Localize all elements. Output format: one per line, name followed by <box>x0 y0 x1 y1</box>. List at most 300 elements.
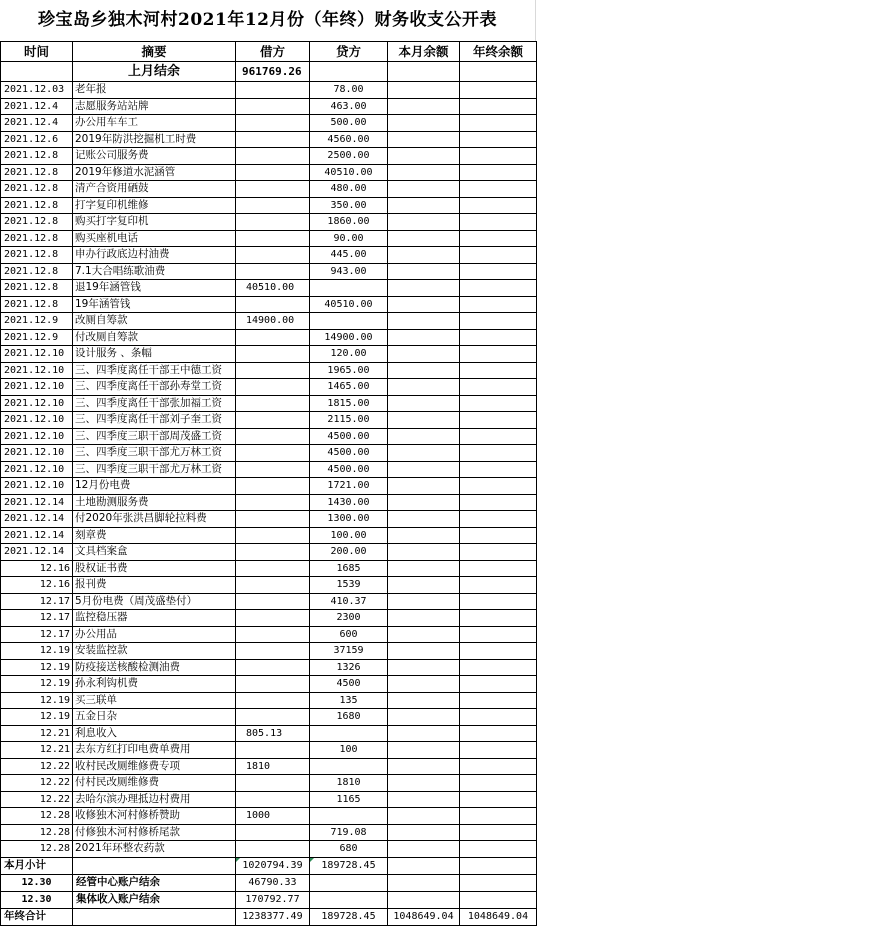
row-date: 12.17 <box>1 610 73 627</box>
row-debit <box>236 461 310 478</box>
row-year-balance <box>460 263 537 280</box>
row-description: 付村民改厕维修费 <box>73 775 236 792</box>
row-date: 12.21 <box>1 725 73 742</box>
table-row <box>1 758 537 775</box>
row-month-balance <box>388 775 460 792</box>
row-description: 孙永利钩机费 <box>73 676 236 693</box>
row-month-balance <box>388 445 460 462</box>
table-row <box>1 610 537 627</box>
row-description: 设计服务 、条幅 <box>73 346 236 363</box>
row-debit <box>236 544 310 561</box>
row-credit: 350.00 <box>310 197 388 214</box>
row-date: 12.19 <box>1 709 73 726</box>
balance-label: 经管中心账户结余 <box>73 874 236 891</box>
row-credit: 719.08 <box>310 824 388 841</box>
row-description: 三、四季度三职干部周茂盛工资 <box>73 428 236 445</box>
row-date: 2021.12.10 <box>1 379 73 396</box>
row-year-balance <box>460 841 537 858</box>
row-debit <box>236 610 310 627</box>
table-row <box>1 478 537 495</box>
row-date: 12.28 <box>1 841 73 858</box>
table-row <box>1 494 537 511</box>
row-date: 2021.12.8 <box>1 214 73 231</box>
header-credit: 贷方 <box>310 42 388 62</box>
row-description: 7.1大合唱练歌油费 <box>73 263 236 280</box>
row-year-balance <box>460 676 537 693</box>
row-description: 三、四季度三职干部尤万林工资 <box>73 445 236 462</box>
row-date: 2021.12.8 <box>1 197 73 214</box>
row-date: 2021.12.03 <box>1 82 73 99</box>
row-description: 申办行政底边村油费 <box>73 247 236 264</box>
row-description: 收村民改厕维修费专项 <box>73 758 236 775</box>
row-credit: 14900.00 <box>310 329 388 346</box>
row-date: 2021.12.8 <box>1 181 73 198</box>
row-description: 12月份电费 <box>73 478 236 495</box>
row-description: 购买打字复印机 <box>73 214 236 231</box>
row-year-balance <box>460 494 537 511</box>
table-row <box>1 676 537 693</box>
row-year-balance <box>460 428 537 445</box>
row-credit: 135 <box>310 692 388 709</box>
row-description: 三、四季度三职干部尤万林工资 <box>73 461 236 478</box>
row-credit: 40510.00 <box>310 296 388 313</box>
row-date: 2021.12.10 <box>1 412 73 429</box>
table-row <box>1 164 537 181</box>
year-total-row <box>1 908 537 925</box>
row-month-balance <box>388 164 460 181</box>
row-month-balance <box>388 280 460 297</box>
table-row <box>1 841 537 858</box>
row-month-balance <box>388 131 460 148</box>
row-debit <box>236 824 310 841</box>
row-credit: 1539 <box>310 577 388 594</box>
row-credit: 200.00 <box>310 544 388 561</box>
row-year-balance <box>460 527 537 544</box>
row-description: 三、四季度离任干部刘子奎工资 <box>73 412 236 429</box>
row-debit <box>236 676 310 693</box>
row-debit <box>236 230 310 247</box>
row-description: 去东方红打印电费单费用 <box>73 742 236 759</box>
row-credit: 90.00 <box>310 230 388 247</box>
row-credit: 500.00 <box>310 115 388 132</box>
row-debit <box>236 82 310 99</box>
row-debit <box>236 494 310 511</box>
row-date: 2021.12.10 <box>1 428 73 445</box>
row-year-balance <box>460 659 537 676</box>
row-debit <box>236 775 310 792</box>
table-row <box>1 280 537 297</box>
row-year-balance <box>460 610 537 627</box>
table-row <box>1 791 537 808</box>
row-debit <box>236 478 310 495</box>
row-year-balance <box>460 362 537 379</box>
year-total-label: 年终合计 <box>1 908 73 925</box>
header-date: 时间 <box>1 42 73 62</box>
row-date: 12.22 <box>1 775 73 792</box>
row-description: 三、四季度离任干部张加福工资 <box>73 395 236 412</box>
row-description: 付改厕自筹款 <box>73 329 236 346</box>
header-summary: 摘要 <box>73 42 236 62</box>
table-row <box>1 659 537 676</box>
row-description: 防疫接送核酸检测油费 <box>73 659 236 676</box>
row-credit: 2115.00 <box>310 412 388 429</box>
table-row <box>1 247 537 264</box>
row-debit <box>236 362 310 379</box>
row-month-balance <box>388 659 460 676</box>
table-row <box>1 527 537 544</box>
finance-table <box>0 41 537 926</box>
row-credit: 410.37 <box>310 593 388 610</box>
row-month-balance <box>388 461 460 478</box>
header-month-balance: 本月余额 <box>388 42 460 62</box>
row-debit <box>236 692 310 709</box>
row-date: 12.17 <box>1 593 73 610</box>
row-debit <box>236 577 310 594</box>
row-date: 2021.12.10 <box>1 445 73 462</box>
table-row <box>1 593 537 610</box>
row-year-balance <box>460 131 537 148</box>
row-month-balance <box>388 610 460 627</box>
row-description: 土地勘测服务费 <box>73 494 236 511</box>
row-year-balance <box>460 412 537 429</box>
row-year-balance <box>460 593 537 610</box>
table-row <box>1 131 537 148</box>
row-month-balance <box>388 841 460 858</box>
row-date: 2021.12.8 <box>1 164 73 181</box>
row-year-balance <box>460 577 537 594</box>
row-date: 2021.12.8 <box>1 148 73 165</box>
row-debit <box>236 131 310 148</box>
table-row <box>1 461 537 478</box>
row-description: 文具档案盒 <box>73 544 236 561</box>
row-debit <box>236 626 310 643</box>
row-year-balance <box>460 461 537 478</box>
row-year-balance <box>460 758 537 775</box>
row-description: 付修独木河村修桥尾款 <box>73 824 236 841</box>
row-date: 2021.12.9 <box>1 329 73 346</box>
row-month-balance <box>388 214 460 231</box>
row-date: 12.19 <box>1 676 73 693</box>
table-row <box>1 313 537 330</box>
row-date: 2021.12.10 <box>1 346 73 363</box>
table-row <box>1 181 537 198</box>
row-year-balance <box>460 560 537 577</box>
row-date: 2021.12.8 <box>1 263 73 280</box>
row-month-balance <box>388 577 460 594</box>
row-credit: 1165 <box>310 791 388 808</box>
row-year-balance <box>460 329 537 346</box>
table-row <box>1 346 537 363</box>
table-row <box>1 742 537 759</box>
row-date: 12.19 <box>1 692 73 709</box>
row-debit <box>236 593 310 610</box>
row-date: 2021.12.8 <box>1 280 73 297</box>
row-month-balance <box>388 808 460 825</box>
row-credit <box>310 725 388 742</box>
row-debit <box>236 98 310 115</box>
table-row <box>1 445 537 462</box>
row-description: 2019年修道水泥涵管 <box>73 164 236 181</box>
balance-date: 12.30 <box>1 874 73 891</box>
row-month-balance <box>388 692 460 709</box>
table-row <box>1 709 537 726</box>
row-date: 2021.12.14 <box>1 527 73 544</box>
table-row <box>1 214 537 231</box>
row-date: 2021.12.14 <box>1 544 73 561</box>
row-date: 2021.12.8 <box>1 247 73 264</box>
table-row <box>1 379 537 396</box>
row-date: 12.16 <box>1 560 73 577</box>
row-date: 2021.12.10 <box>1 395 73 412</box>
row-credit: 4500.00 <box>310 461 388 478</box>
row-year-balance <box>460 544 537 561</box>
row-debit <box>236 329 310 346</box>
row-date: 2021.12.4 <box>1 115 73 132</box>
header-debit: 借方 <box>236 42 310 62</box>
table-row <box>1 412 537 429</box>
year-total-credit: 189728.45 <box>310 908 388 925</box>
row-description: 改厕自筹款 <box>73 313 236 330</box>
row-credit: 1810 <box>310 775 388 792</box>
table-row <box>1 643 537 660</box>
row-year-balance <box>460 742 537 759</box>
row-debit <box>236 181 310 198</box>
row-description: 志愿服务站站牌 <box>73 98 236 115</box>
row-year-balance <box>460 313 537 330</box>
row-credit: 1326 <box>310 659 388 676</box>
previous-balance-amount: 961769.26 <box>236 62 310 82</box>
year-total-debit: 1238377.49 <box>236 908 310 925</box>
row-year-balance <box>460 230 537 247</box>
row-credit <box>310 280 388 297</box>
row-date: 12.28 <box>1 824 73 841</box>
row-credit: 463.00 <box>310 98 388 115</box>
row-debit <box>236 247 310 264</box>
row-year-balance <box>460 445 537 462</box>
row-year-balance <box>460 824 537 841</box>
row-debit <box>236 841 310 858</box>
row-description: 三、四季度离任干部孙寿堂工资 <box>73 379 236 396</box>
balance-row <box>1 874 537 891</box>
row-description: 5月份电费（周茂盛垫付） <box>73 593 236 610</box>
row-description: 收修独木河村修桥赞助 <box>73 808 236 825</box>
row-date: 12.22 <box>1 791 73 808</box>
row-month-balance <box>388 494 460 511</box>
table-row <box>1 577 537 594</box>
row-description: 监控稳压器 <box>73 610 236 627</box>
row-year-balance <box>460 164 537 181</box>
row-date: 2021.12.6 <box>1 131 73 148</box>
table-row <box>1 82 537 99</box>
row-month-balance <box>388 82 460 99</box>
row-month-balance <box>388 544 460 561</box>
row-month-balance <box>388 511 460 528</box>
table-row <box>1 115 537 132</box>
row-year-balance <box>460 82 537 99</box>
row-year-balance <box>460 808 537 825</box>
row-date: 12.28 <box>1 808 73 825</box>
row-month-balance <box>388 98 460 115</box>
row-description: 办公用车车工 <box>73 115 236 132</box>
table-row <box>1 197 537 214</box>
row-year-balance <box>460 692 537 709</box>
balance-row <box>1 891 537 908</box>
balance-date: 12.30 <box>1 891 73 908</box>
year-total-year-balance: 1048649.04 <box>460 908 537 925</box>
row-credit: 1815.00 <box>310 395 388 412</box>
table-row <box>1 824 537 841</box>
row-month-balance <box>388 230 460 247</box>
row-debit <box>236 379 310 396</box>
row-year-balance <box>460 511 537 528</box>
row-description: 付2020年张洪昌脚轮拉料费 <box>73 511 236 528</box>
row-description: 2019年防洪挖掘机工时费 <box>73 131 236 148</box>
row-debit <box>236 742 310 759</box>
row-debit <box>236 296 310 313</box>
row-year-balance <box>460 725 537 742</box>
table-row <box>1 362 537 379</box>
row-description: 刻章费 <box>73 527 236 544</box>
row-description: 三、四季度离任干部王中德工资 <box>73 362 236 379</box>
table-row <box>1 692 537 709</box>
row-credit: 1965.00 <box>310 362 388 379</box>
row-month-balance <box>388 626 460 643</box>
row-month-balance <box>388 478 460 495</box>
balance-label: 集体收入账户结余 <box>73 891 236 908</box>
row-date: 2021.12.10 <box>1 478 73 495</box>
row-year-balance <box>460 626 537 643</box>
row-year-balance <box>460 148 537 165</box>
row-credit: 4560.00 <box>310 131 388 148</box>
row-date: 12.17 <box>1 626 73 643</box>
row-date: 12.22 <box>1 758 73 775</box>
row-credit: 1860.00 <box>310 214 388 231</box>
table-row <box>1 725 537 742</box>
row-date: 12.19 <box>1 659 73 676</box>
row-debit <box>236 445 310 462</box>
row-year-balance <box>460 181 537 198</box>
row-year-balance <box>460 791 537 808</box>
row-credit <box>310 313 388 330</box>
row-credit: 1721.00 <box>310 478 388 495</box>
row-credit: 943.00 <box>310 263 388 280</box>
previous-balance-label: 上月结余 <box>73 62 236 82</box>
row-debit <box>236 164 310 181</box>
row-month-balance <box>388 395 460 412</box>
row-credit <box>310 808 388 825</box>
row-description: 去哈尔滨办理抵边村费用 <box>73 791 236 808</box>
row-credit: 2300 <box>310 610 388 627</box>
row-date: 12.21 <box>1 742 73 759</box>
row-description: 五金日杂 <box>73 709 236 726</box>
balance-amount: 46790.33 <box>236 874 310 891</box>
row-month-balance <box>388 313 460 330</box>
previous-balance-row <box>1 62 537 82</box>
row-credit: 600 <box>310 626 388 643</box>
row-debit <box>236 412 310 429</box>
row-debit <box>236 428 310 445</box>
row-debit <box>236 659 310 676</box>
row-year-balance <box>460 379 537 396</box>
row-year-balance <box>460 115 537 132</box>
table-header-row <box>1 42 537 62</box>
row-month-balance <box>388 379 460 396</box>
row-debit: 14900.00 <box>236 313 310 330</box>
row-credit: 100.00 <box>310 527 388 544</box>
row-month-balance <box>388 247 460 264</box>
row-debit <box>236 148 310 165</box>
row-description: 利息收入 <box>73 725 236 742</box>
row-debit <box>236 214 310 231</box>
monthly-subtotal-credit: 189728.45 <box>310 857 388 874</box>
row-date: 2021.12.10 <box>1 461 73 478</box>
row-debit <box>236 115 310 132</box>
row-month-balance <box>388 362 460 379</box>
row-date: 2021.12.14 <box>1 494 73 511</box>
row-month-balance <box>388 428 460 445</box>
row-month-balance <box>388 197 460 214</box>
row-month-balance <box>388 527 460 544</box>
row-debit <box>236 791 310 808</box>
table-row <box>1 544 537 561</box>
table-row <box>1 263 537 280</box>
row-description: 2021年环整农药款 <box>73 841 236 858</box>
row-description: 19年涵管钱 <box>73 296 236 313</box>
table-row <box>1 296 537 313</box>
row-credit: 1680 <box>310 709 388 726</box>
row-date: 12.19 <box>1 643 73 660</box>
row-month-balance <box>388 115 460 132</box>
row-year-balance <box>460 98 537 115</box>
row-month-balance <box>388 758 460 775</box>
monthly-subtotal-row <box>1 857 537 874</box>
row-date: 2021.12.8 <box>1 296 73 313</box>
row-debit <box>236 197 310 214</box>
row-month-balance <box>388 593 460 610</box>
row-month-balance <box>388 296 460 313</box>
row-description: 清产合资用硒鼓 <box>73 181 236 198</box>
row-debit <box>236 511 310 528</box>
row-debit <box>236 263 310 280</box>
row-description: 退19年涵管钱 <box>73 280 236 297</box>
row-debit: 805.13 <box>236 725 310 742</box>
table-row <box>1 395 537 412</box>
table-row <box>1 98 537 115</box>
row-credit: 445.00 <box>310 247 388 264</box>
table-row <box>1 511 537 528</box>
year-total-month-balance: 1048649.04 <box>388 908 460 925</box>
row-month-balance <box>388 676 460 693</box>
row-credit: 4500.00 <box>310 445 388 462</box>
row-year-balance <box>460 197 537 214</box>
row-credit: 4500 <box>310 676 388 693</box>
row-credit: 1430.00 <box>310 494 388 511</box>
table-row <box>1 148 537 165</box>
row-year-balance <box>460 775 537 792</box>
row-credit: 680 <box>310 841 388 858</box>
table-row <box>1 230 537 247</box>
table-row <box>1 329 537 346</box>
page-title: 珍宝岛乡独木河村2021年12月份（年终）财务收支公开表 <box>0 0 536 41</box>
row-description: 办公用品 <box>73 626 236 643</box>
row-debit: 1000 <box>236 808 310 825</box>
row-credit: 120.00 <box>310 346 388 363</box>
table-row <box>1 775 537 792</box>
row-year-balance <box>460 214 537 231</box>
header-year-balance: 年终余额 <box>460 42 537 62</box>
row-credit: 480.00 <box>310 181 388 198</box>
row-date: 2021.12.9 <box>1 313 73 330</box>
